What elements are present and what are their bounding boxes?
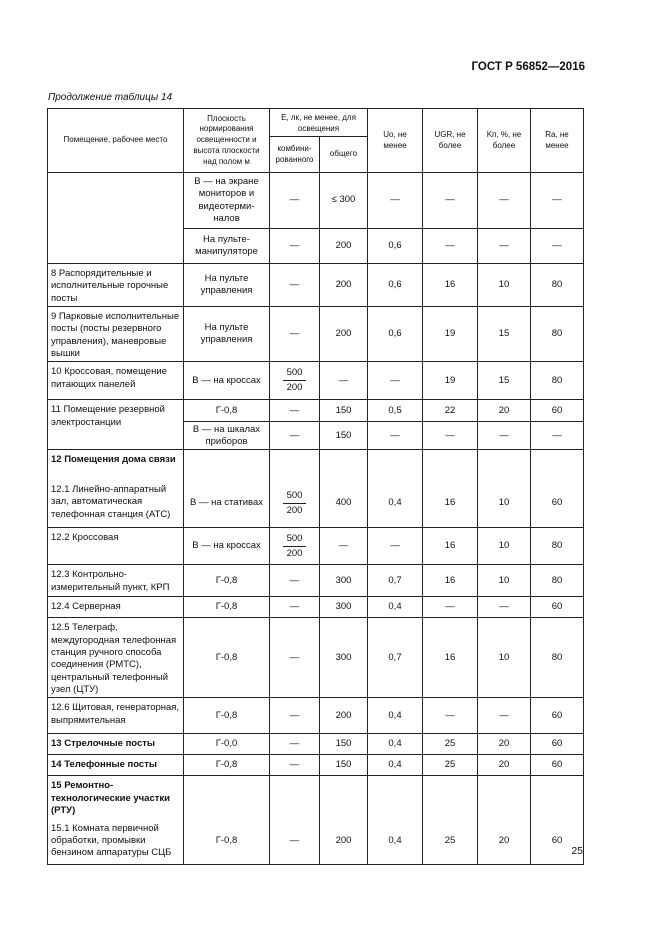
comb-cell <box>270 450 320 480</box>
uo-cell: 0,4 <box>368 698 423 734</box>
ra-cell: 60 <box>531 597 584 618</box>
kp-cell <box>478 776 531 819</box>
table-row <box>48 229 584 264</box>
ugr-cell: 25 <box>423 734 478 755</box>
gen-cell: 200 <box>320 819 368 865</box>
gen-cell: 300 <box>320 565 368 597</box>
header-kp: Kп, %, не более <box>478 109 531 173</box>
ugr-cell: 16 <box>423 528 478 565</box>
ra-cell: — <box>531 173 584 229</box>
ra-cell: 60 <box>531 400 584 422</box>
comb-cell <box>270 528 320 565</box>
comb-cell: — <box>270 264 320 307</box>
uo-cell: 0,7 <box>368 618 423 698</box>
fraction <box>283 533 307 561</box>
kp-cell: 10 <box>478 528 531 565</box>
gen-cell: 200 <box>320 264 368 307</box>
comb-cell: — <box>270 565 320 597</box>
plane-cell: Г-0,8 <box>184 565 270 597</box>
uo-cell: 0,7 <box>368 565 423 597</box>
table-row <box>48 307 584 362</box>
ra-cell: 80 <box>531 618 584 698</box>
kp-cell: 10 <box>478 264 531 307</box>
kp-cell: 10 <box>478 618 531 698</box>
gen-cell: 300 <box>320 618 368 698</box>
table-row <box>48 400 584 422</box>
gen-cell: 300 <box>320 597 368 618</box>
ra-cell: 80 <box>531 362 584 400</box>
room-cell: 12.2 Кроссовая <box>48 528 184 565</box>
comb-cell: — <box>270 734 320 755</box>
ugr-cell: — <box>423 229 478 264</box>
uo-cell: 0,4 <box>368 597 423 618</box>
plane-cell <box>184 776 270 819</box>
page-number: 25 <box>571 845 583 857</box>
comb-cell: — <box>270 618 320 698</box>
ugr-cell: 16 <box>423 264 478 307</box>
plane-cell: Г-0,8 <box>184 618 270 698</box>
uo-cell: 0,4 <box>368 734 423 755</box>
kp-cell: 20 <box>478 755 531 776</box>
comb-cell: — <box>270 307 320 362</box>
room-cell <box>48 173 184 229</box>
ra-cell: 80 <box>531 565 584 597</box>
ra-cell: 80 <box>531 264 584 307</box>
gen-cell: ≤ 300 <box>320 173 368 229</box>
comb-cell: — <box>270 229 320 264</box>
fraction <box>283 490 307 518</box>
table-row <box>48 776 584 819</box>
room-cell: 14 Телефонные посты <box>48 755 184 776</box>
comb-cell <box>270 480 320 528</box>
plane-cell: Г-0,8 <box>184 400 270 422</box>
plane-cell: В — на кроссах <box>184 528 270 565</box>
gen-cell: 150 <box>320 422 368 450</box>
plane-cell: В — на кроссах <box>184 362 270 400</box>
table-row <box>48 528 584 565</box>
room-cell: 8 Распорядительные и исполнительные горочные посты <box>48 264 184 307</box>
ugr-cell: 16 <box>423 618 478 698</box>
gen-cell: 200 <box>320 698 368 734</box>
kp-cell: 15 <box>478 362 531 400</box>
plane-cell: Г-0,8 <box>184 698 270 734</box>
ra-cell: — <box>531 422 584 450</box>
ra-cell: 80 <box>531 307 584 362</box>
room-cell: 15 Ремонтно-технологические участки (РТУ) <box>48 776 184 819</box>
comb-cell: — <box>270 698 320 734</box>
comb-cell: — <box>270 755 320 776</box>
gen-cell <box>320 776 368 819</box>
ugr-cell: 25 <box>423 819 478 865</box>
gen-cell: 400 <box>320 480 368 528</box>
uo-cell: 0,5 <box>368 400 423 422</box>
room-cell: 12.1 Линейно-аппаратный зал, автоматическая телефонная станция (АТС) <box>48 480 184 528</box>
ugr-cell: 19 <box>423 307 478 362</box>
comb-cell: — <box>270 819 320 865</box>
header-plane: Плоскость нормирования освещенности и высота плоскости над полом м <box>184 109 270 173</box>
kp-cell: 20 <box>478 734 531 755</box>
ra-cell <box>531 450 584 480</box>
kp-cell: — <box>478 698 531 734</box>
kp-cell: — <box>478 173 531 229</box>
ugr-cell: 16 <box>423 480 478 528</box>
header-ugr: UGR, не более <box>423 109 478 173</box>
uo-cell: 0,4 <box>368 755 423 776</box>
uo-cell: 0,6 <box>368 307 423 362</box>
gen-cell: 200 <box>320 229 368 264</box>
plane-cell: На пульте управления <box>184 307 270 362</box>
table-row <box>48 173 584 229</box>
table-row <box>48 618 584 698</box>
kp-cell: 10 <box>478 565 531 597</box>
ra-cell: 60 <box>531 755 584 776</box>
uo-cell: — <box>368 528 423 565</box>
uo-cell: — <box>368 422 423 450</box>
uo-cell: 0,4 <box>368 480 423 528</box>
room-cell: 11 Помещение резервной электростанции <box>48 400 184 450</box>
room-cell: 9 Парковые исполнительные посты (посты резервного управления), маневровые вышки <box>48 307 184 362</box>
header-general: общего <box>320 137 368 173</box>
fraction-numerator: 500 <box>283 490 307 504</box>
table-row <box>48 450 584 480</box>
plane-cell: На пульте управления <box>184 264 270 307</box>
kp-cell: 10 <box>478 480 531 528</box>
uo-cell: — <box>368 173 423 229</box>
room-cell: 13 Стрелочные посты <box>48 734 184 755</box>
ra-cell: — <box>531 229 584 264</box>
table-row <box>48 819 584 865</box>
ugr-cell: — <box>423 597 478 618</box>
fraction-denominator: 200 <box>286 382 303 394</box>
room-cell: 12.3 Контрольно-измерительный пункт, КРП <box>48 565 184 597</box>
ra-cell: 60 <box>531 734 584 755</box>
fraction-numerator: 500 <box>283 367 307 381</box>
ugr-cell <box>423 450 478 480</box>
room-cell <box>48 229 184 264</box>
table-row <box>48 480 584 528</box>
ra-cell: 60 <box>531 819 584 865</box>
gen-cell: 150 <box>320 755 368 776</box>
kp-cell: 20 <box>478 819 531 865</box>
plane-cell: В — на шкалах приборов <box>184 422 270 450</box>
comb-cell <box>270 362 320 400</box>
table-row <box>48 597 584 618</box>
ugr-cell <box>423 776 478 819</box>
room-cell: 10 Кроссовая, помещение питающих панелей <box>48 362 184 400</box>
header-combined: комбини-рованного <box>270 137 320 173</box>
table-caption: Продолжение таблицы 14 <box>48 92 173 103</box>
fraction-denominator: 200 <box>286 505 303 517</box>
fraction-numerator: 500 <box>283 533 307 547</box>
ugr-cell: 19 <box>423 362 478 400</box>
comb-cell: — <box>270 422 320 450</box>
ra-cell: 60 <box>531 480 584 528</box>
ra-cell: 80 <box>531 528 584 565</box>
plane-cell: Г-0,8 <box>184 755 270 776</box>
uo-cell: 0,4 <box>368 819 423 865</box>
table-row <box>48 755 584 776</box>
fraction <box>283 367 307 395</box>
uo-cell: 0,6 <box>368 229 423 264</box>
room-cell: 12 Помещения дома связи <box>48 450 184 480</box>
table-row <box>48 698 584 734</box>
plane-cell <box>184 450 270 480</box>
kp-cell: 15 <box>478 307 531 362</box>
header-row <box>48 109 584 137</box>
gen-cell: 150 <box>320 734 368 755</box>
ra-cell <box>531 776 584 819</box>
comb-cell: — <box>270 400 320 422</box>
comb-cell: — <box>270 597 320 618</box>
ugr-cell: — <box>423 698 478 734</box>
table-row <box>48 264 584 307</box>
gen-cell: — <box>320 528 368 565</box>
plane-cell: Г-0,8 <box>184 819 270 865</box>
kp-cell: — <box>478 597 531 618</box>
header-room: Помещение, рабочее место <box>48 109 184 173</box>
ugr-cell: 25 <box>423 755 478 776</box>
kp-cell <box>478 450 531 480</box>
plane-cell: Г-0,8 <box>184 597 270 618</box>
header-ra: Ra, не менее <box>531 109 584 173</box>
ugr-cell: 16 <box>423 565 478 597</box>
plane-cell: Г-0,0 <box>184 734 270 755</box>
uo-cell <box>368 450 423 480</box>
table-row <box>48 565 584 597</box>
room-cell: 15.1 Комната первичной обработки, промывки бензином аппаратуры СЦБ <box>48 819 184 865</box>
fraction-denominator: 200 <box>286 547 303 559</box>
plane-cell: В — на стативах <box>184 480 270 528</box>
ugr-cell: 22 <box>423 400 478 422</box>
comb-cell <box>270 776 320 819</box>
ugr-cell: — <box>423 422 478 450</box>
gen-cell: 150 <box>320 400 368 422</box>
room-cell: 12.6 Щитовая, генераторная, выпрямительная <box>48 698 184 734</box>
document-code: ГОСТ Р 56852—2016 <box>471 61 585 73</box>
table-row <box>48 734 584 755</box>
gen-cell <box>320 450 368 480</box>
uo-cell: — <box>368 362 423 400</box>
gen-cell: — <box>320 362 368 400</box>
ra-cell: 60 <box>531 698 584 734</box>
comb-cell: — <box>270 173 320 229</box>
kp-cell: — <box>478 229 531 264</box>
kp-cell: 20 <box>478 400 531 422</box>
room-cell: 12.4 Серверная <box>48 597 184 618</box>
header-uo: Uо, не менее <box>368 109 423 173</box>
header-illuminance: E, лк, не менее, для освещения <box>270 109 368 137</box>
ugr-cell: — <box>423 173 478 229</box>
gen-cell: 200 <box>320 307 368 362</box>
uo-cell: 0,6 <box>368 264 423 307</box>
kp-cell: — <box>478 422 531 450</box>
plane-cell: На пульте-манипуляторе <box>184 229 270 264</box>
illumination-table <box>47 108 584 865</box>
table-row <box>48 362 584 400</box>
room-cell: 12.5 Телеграф, междугородная телефонная станция ручного способа соединения (РМТС), центральный телефонный узел (ЦТУ) <box>48 618 184 698</box>
plane-cell: В — на экране мониторов и видеотерми-налов <box>184 173 270 229</box>
uo-cell <box>368 776 423 819</box>
